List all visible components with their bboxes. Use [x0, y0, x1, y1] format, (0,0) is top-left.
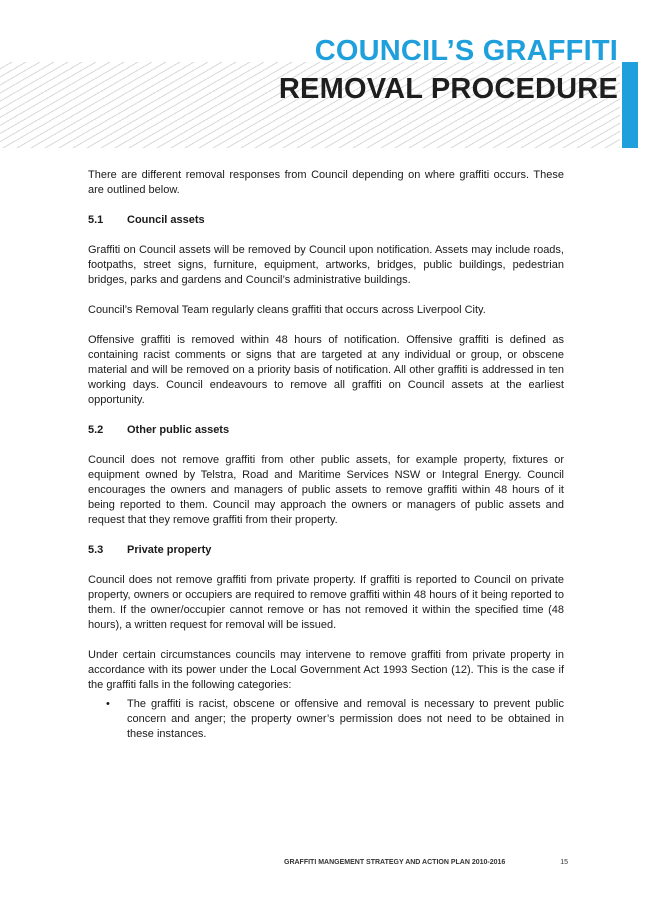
paragraph: Under certain circumstances councils may intervene to remove graffiti from private property in accordance with its power under the Local Government Act 1993 Section (12). This is the case if the graffiti falls in the following categories: [88, 649, 564, 691]
page-footer [284, 858, 568, 867]
section-number: 5.2 [88, 424, 104, 436]
section-heading-5-3 [88, 543, 564, 558]
paragraph: Council does not remove graffiti from other public assets, for example property, fixtures or equipment owned by Telstra, Road and Maritime Services NSW or Integral Energy. Council encourages the owners and managers of public assets to remove graffiti within 48 hours of it being reported to them. Council may approach the owners or managers of public assets and request that they remove graffiti from their property. [88, 454, 564, 526]
list-item [106, 697, 564, 742]
section-number: 5.1 [88, 214, 104, 226]
section-title: Council assets [127, 214, 205, 226]
intro-paragraph: There are different removal responses from Council depending on where graffiti occurs. These are outlined below. [88, 169, 564, 196]
document-body [88, 168, 564, 742]
paragraph: Council does not remove graffiti from private property. If graffiti is reported to Council on private property, owners or occupiers are required to remove graffiti within 48 hours of it being reported to them. If the owner/occupier cannot remove or has not removed it within the specified time (48 hours), a written request for removal will be issued. [88, 574, 564, 631]
bullet-icon: • [106, 698, 110, 710]
section-number: 5.3 [88, 544, 104, 556]
paragraph: Graffiti on Council assets will be removed by Council upon notification. Assets may include roads, footpaths, street signs, furniture, equipment, artworks, bridges, public buildings, pedestrian bridges, parks and gardens and Council’s administrative buildings. [88, 244, 564, 286]
footer-text: GRAFFITI MANGEMENT STRATEGY AND ACTION PLAN 2010-2016 [284, 859, 506, 866]
page-number: 15 [560, 859, 568, 866]
paragraph: Council’s Removal Team regularly cleans graffiti that occurs across Liverpool City. [88, 304, 486, 316]
section-title: Private property [127, 544, 212, 556]
header-accent-bar [622, 62, 638, 148]
page-title-line-2: REMOVAL PROCEDURE [278, 73, 618, 105]
page-title-line-1: COUNCIL’S GRAFFITI [314, 35, 618, 67]
section-title: Other public assets [127, 424, 230, 436]
list-item-text: The graffiti is racist, obscene or offensive and removal is necessary to prevent public concern and anger; the property owner’s permission does not need to be obtained in these instances. [127, 698, 564, 740]
paragraph: Offensive graffiti is removed within 48 hours of notification. Offensive graffiti is defined as containing racist comments or signs that are targeted at any individual or group, or obscene material and will be removed on a priority basis of notification. All other graffiti is addressed in ten working days. Council endeavours to remove all graffiti on Council assets at the earliest opportunity. [88, 334, 564, 406]
section-heading-5-1 [88, 213, 564, 228]
bullet-list [88, 697, 564, 742]
section-heading-5-2 [88, 423, 564, 438]
